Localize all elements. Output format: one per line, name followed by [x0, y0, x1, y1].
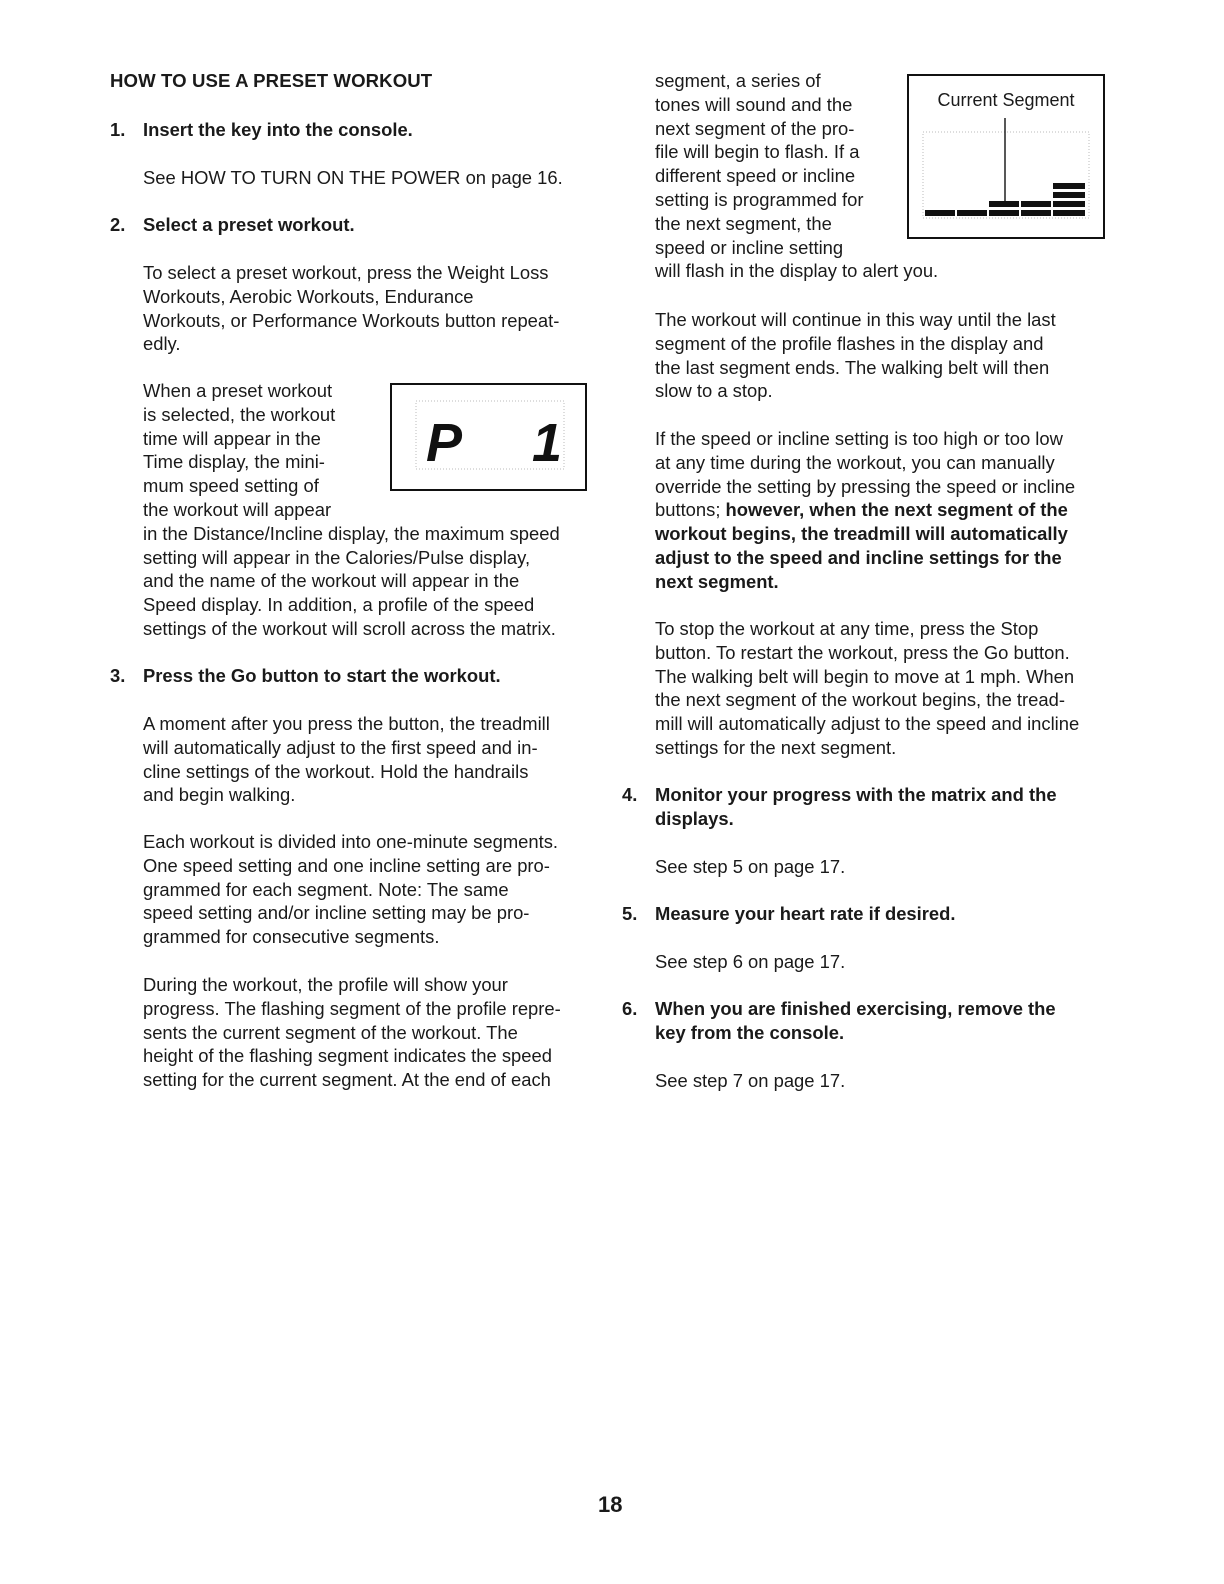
text-line: The walking belt will begin to move at 1 mph. When	[655, 665, 1075, 687]
text-line: settings for the next segment.	[655, 736, 897, 758]
step-5-number: 5.	[622, 903, 638, 924]
step-3-paragraph-2	[143, 830, 558, 949]
text-line: sents the current segment of the workout. The	[143, 1021, 518, 1043]
text-line: override the setting by pressing the speed or incline	[655, 475, 1076, 497]
step-3-paragraph-1	[143, 712, 550, 807]
text-line: If the speed or incline setting is too high or too low	[655, 428, 1063, 449]
text-line: tones will sound and the	[655, 93, 853, 115]
text-line: mum speed setting of	[143, 475, 319, 497]
lcd-display-figure	[390, 383, 587, 491]
text-line: Workouts, or Performance Workouts button repeat-	[143, 309, 560, 331]
text-line: button. To restart the workout, press the Go button.	[655, 641, 1070, 663]
text-line: setting will appear in the Calories/Pulse display,	[143, 546, 531, 568]
step-4-number: 4.	[622, 784, 638, 805]
text-line: height of the flashing segment indicates the speed	[143, 1045, 552, 1067]
text-line: settings of the workout will scroll across the matrix.	[143, 617, 556, 639]
page-heading: HOW TO USE A PRESET WORKOUT	[110, 70, 433, 91]
text-line: the next segment of the workout begins, the tread-	[655, 689, 1065, 711]
text-line: Speed display. In addition, a profile of the speed	[143, 594, 535, 616]
step-2-title: Select a preset workout.	[143, 214, 355, 235]
text-line: different speed or incline	[655, 165, 856, 187]
text-line: cline settings of the workout. Hold the handrails	[143, 760, 529, 782]
text-line: Time display, the mini-	[143, 451, 325, 473]
text-line: time will appear in the	[143, 427, 321, 449]
step-2-paragraph-1	[143, 261, 559, 356]
lcd-digit-1: 1	[532, 413, 563, 473]
step-3-title: Press the Go button to start the workout.	[143, 665, 501, 686]
text-line: the last segment ends. The walking belt will then	[655, 356, 1050, 378]
step-4-text: See step 5 on page 17.	[655, 856, 846, 877]
text-line: next segment of the pro-	[655, 117, 855, 139]
text-line: The workout will continue in this way until the last	[655, 309, 1056, 330]
text-line: speed or incline setting	[655, 236, 844, 258]
text-line: file will begin to flash. If a	[655, 141, 860, 163]
text-line: When you are finished exercising, remove the	[655, 998, 1056, 1019]
text-line: workout begins, the treadmill will automatically	[655, 523, 1068, 545]
text-line: A moment after you press the button, the treadmill	[143, 713, 550, 734]
text-line: will automatically adjust to the first speed and in-	[143, 736, 538, 758]
right-paragraph-1	[655, 69, 938, 283]
text-line: setting is programmed for	[655, 188, 864, 210]
page-number: 18	[598, 1492, 623, 1517]
text-line: grammed for consecutive segments.	[143, 926, 440, 948]
text-line: segment, a series of	[655, 70, 821, 91]
text-line: slow to a stop.	[655, 380, 773, 402]
step-6-title	[655, 997, 1056, 1045]
step-6-number: 6.	[622, 998, 638, 1019]
text-line: One speed setting and one incline setting are pro-	[143, 854, 550, 876]
right-paragraph-4	[655, 617, 1079, 760]
text-line: grammed for each segment. Note: The same	[143, 878, 509, 900]
step-1-text: See HOW TO TURN ON THE POWER on page 16.	[143, 167, 563, 188]
text-line: speed setting and/or incline setting may be pro-	[143, 902, 530, 924]
text-line: and the name of the workout will appear in the	[143, 570, 520, 592]
text-line: Workouts, Aerobic Workouts, Endurance	[143, 285, 474, 307]
step-3-number: 3.	[110, 665, 126, 686]
text-line	[655, 498, 1075, 522]
text-line: is selected, the workout	[143, 403, 336, 425]
text-line: edly.	[143, 333, 181, 355]
step-1-title: Insert the key into the console.	[143, 119, 413, 140]
text-line: adjust to the speed and incline settings for the	[655, 546, 1062, 568]
text-line: mill will automatically adjust to the speed and incline	[655, 713, 1080, 735]
step-3-paragraph-3	[143, 973, 561, 1092]
text-line: key from the console.	[655, 1021, 845, 1043]
step-6-text: See step 7 on page 17.	[655, 1070, 846, 1091]
text-line: setting for the current segment. At the end of each	[143, 1069, 551, 1091]
text-line: progress. The flashing segment of the profile repre-	[143, 997, 561, 1019]
text-line: the next segment, the	[655, 212, 832, 234]
text-line: Monitor your progress with the matrix and the	[655, 784, 1057, 805]
text-line: displays.	[655, 807, 734, 829]
text-line: in the Distance/Incline display, the maximum speed	[143, 522, 560, 544]
text-line: Each workout is divided into one-minute segments.	[143, 831, 559, 852]
text-line: When a preset workout	[143, 380, 333, 401]
text-line: will flash in the display to alert you.	[655, 260, 939, 282]
right-paragraph-3	[655, 427, 1075, 594]
lcd-display-graphic	[392, 385, 585, 489]
text-line: During the workout, the profile will show your	[143, 974, 508, 995]
step-5-text: See step 6 on page 17.	[655, 951, 846, 972]
segment-matrix-graphic	[909, 76, 1103, 237]
text-line: at any time during the workout, you can manually	[655, 451, 1055, 473]
current-segment-figure	[907, 74, 1105, 239]
text-line: To stop the workout at any time, press the Stop	[655, 618, 1039, 639]
text-line: the workout will appear	[143, 498, 332, 520]
text-line: next segment.	[655, 570, 779, 592]
step-4-title	[655, 783, 1057, 831]
right-paragraph-2	[655, 308, 1056, 403]
text-bold: however, when the next segment of the	[725, 499, 1068, 521]
step-1-number: 1.	[110, 119, 126, 140]
current-segment-label: Current Segment	[937, 90, 1075, 110]
text-line: To select a preset workout, press the Weight Loss	[143, 262, 549, 283]
text-line: and begin walking.	[143, 784, 296, 806]
text-line: segment of the profile flashes in the display and	[655, 332, 1044, 354]
text-normal: buttons;	[655, 499, 726, 521]
lcd-letter-p: P	[426, 413, 463, 473]
step-2-number: 2.	[110, 214, 126, 235]
step-5-title: Measure your heart rate if desired.	[655, 903, 956, 924]
